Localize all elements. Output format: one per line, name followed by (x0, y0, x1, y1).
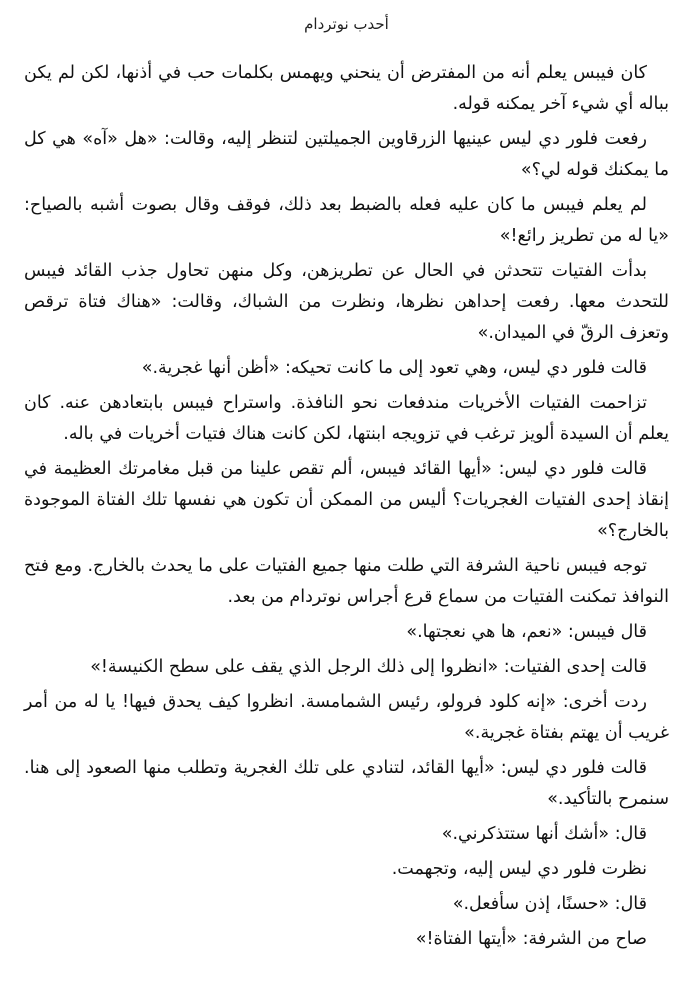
paragraph: قالت فلور دي ليس: «أيها القائد، لتنادي على تلك الغجرية وتطلب منها الصعود إلى هنا. سنمرح بالتأكيد.» (24, 758, 669, 809)
paragraph: كان فيبس يعلم أنه من المفترض أن ينحني ويهمس بكلمات حب في أذنها، لكن لم يكن بباله أي شيء آخر يمكنه قوله. (24, 63, 669, 114)
paragraph: قال فيبس: «نعم، ها هي نعجتها.» (406, 622, 647, 642)
paragraph: قالت فلور دي ليس، وهي تعود إلى ما كانت تحيكه: «أظن أنها غجرية.» (141, 358, 647, 378)
paragraph: ردت أخرى: «إنه كلود فرولو، رئيس الشمامسة. انظروا كيف يحدق فيها! يا له من أمر غريب أن يهتم بفتاة غجرية.» (24, 692, 669, 743)
paragraph: لم يعلم فيبس ما كان عليه فعله بالضبط بعد ذلك، فوقف وقال بصوت أشبه بالصياح: «يا له من تطريز رائع!» (24, 195, 669, 246)
paragraph: قال: «أشك أنها ستتذكرني.» (441, 824, 647, 844)
paragraph: بدأت الفتيات تتحدثن في الحال عن تطريزهن، وكل منهن تحاول جذب القائد فيبس للتحدث معها. رفعت إحداهن نظرها، ونظرت من الشباك، وقالت: «هناك فتاة ترقص وتعزف الرقّ في الميدان.» (24, 261, 669, 343)
book-text (24, 58, 669, 959)
paragraph: قالت إحدى الفتيات: «انظروا إلى ذلك الرجل الذي يقف على سطح الكنيسة!» (90, 657, 647, 677)
paragraph: نظرت فلور دي ليس إليه، وتجهمت. (391, 859, 647, 879)
paragraph: قالت فلور دي ليس: «أيها القائد فيبس، ألم تقص علينا من قبل مغامرتك العظيمة في إنقاذ إحدى الفتيات الغجريات؟ أليس من الممكن أن تكون هي نفسها تلك الفتاة الموجودة بالخارج؟» (24, 459, 669, 541)
paragraph: صاح من الشرفة: «أيتها الفتاة!» (415, 929, 647, 949)
paragraph: قال: «حسنًا، إذن سأفعل.» (452, 894, 647, 914)
paragraph: توجه فيبس ناحية الشرفة التي طلت منها جميع الفتيات على ما يحدث بالخارج. ومع فتح النوافذ تمكنت الفتيات من سماع قرع أجراس نوتردام من بعد. (24, 556, 669, 607)
paragraph: رفعت فلور دي ليس عينيها الزرقاوين الجميلتين لتنظر إليه، وقالت: «هل «آه» هي كل ما يمكنك قوله لي؟» (24, 129, 669, 180)
page-title: أحدب نوتردام (304, 15, 389, 33)
paragraph: تزاحمت الفتيات الأخريات مندفعات نحو النافذة. واستراح فيبس بابتعادهن عنه. كان يعلم أن السيدة ألويز ترغب في تزويجه ابنتها، لكن كانت هناك فتيات أخريات في باله. (24, 393, 669, 444)
